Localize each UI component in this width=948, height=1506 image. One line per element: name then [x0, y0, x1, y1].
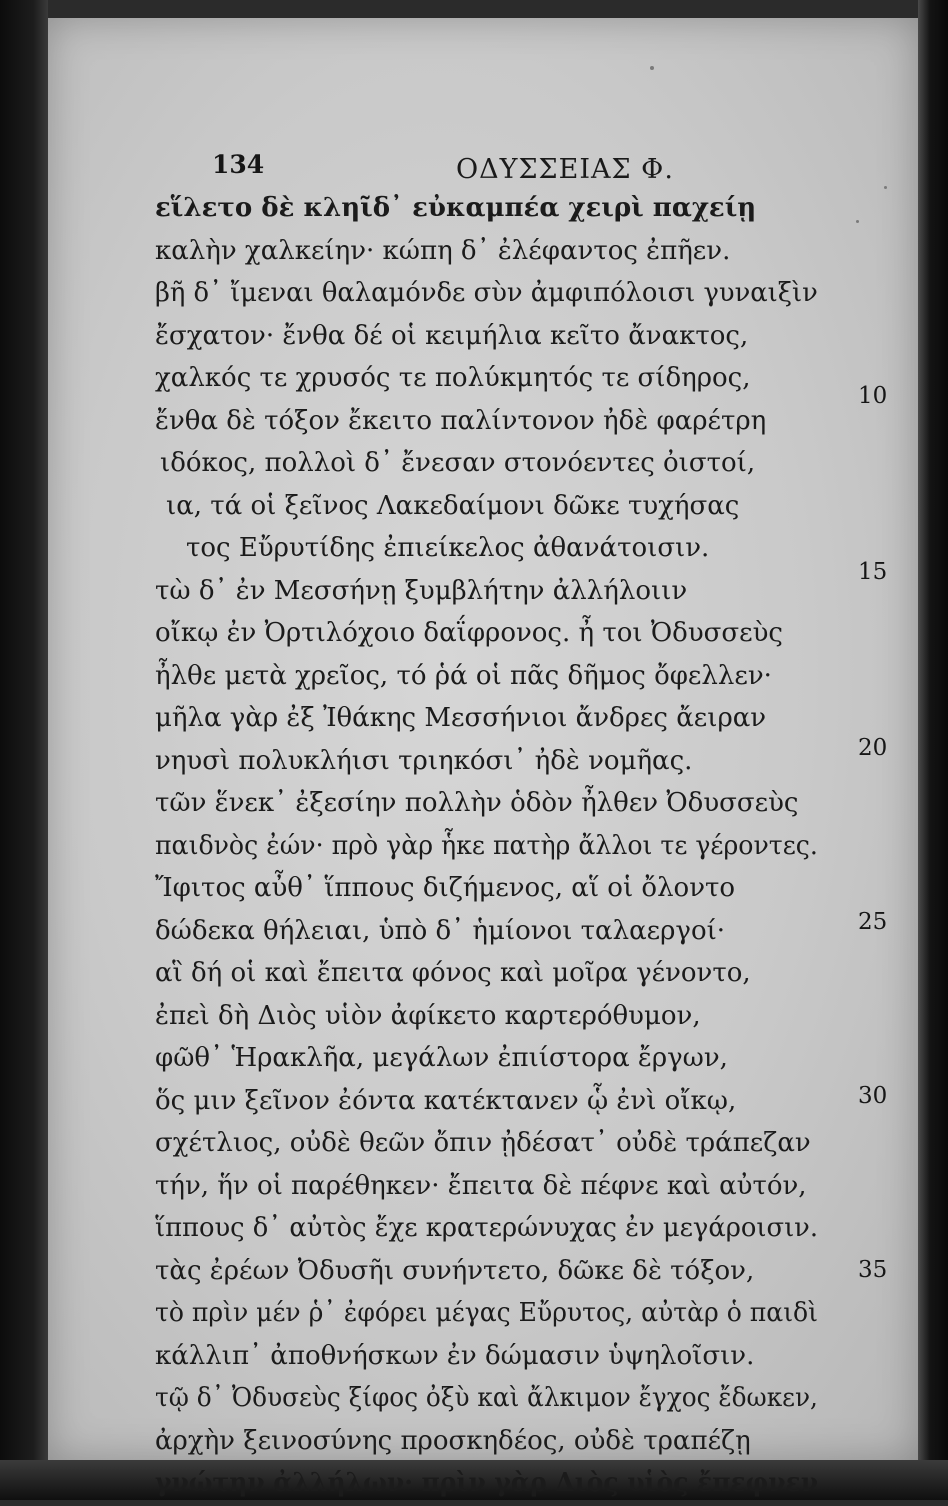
- verse-line: τῶν ἕνεκ᾽ ἐξεσίην πολλὴν ὁδὸν ἦλθεν Ὀδυσσεὺς: [155, 788, 799, 818]
- verse-line: ὅς μιν ξεῖνον ἐόντα κατέκτανεν ᾧ ἐνὶ οἴκῳ,: [155, 1085, 737, 1116]
- paper-speck: [650, 66, 654, 70]
- verse-line: τὰς ἐρέων Ὀδυσῆι συνήντετο, δῶκε δὲ τόξον,: [155, 1255, 755, 1286]
- verse-line: ἔσχατον· ἔνθα δέ οἱ κειμήλια κεῖτο ἄνακτος,: [155, 320, 749, 351]
- verse-line: φῶθ᾽ Ἡρακλῆα, μεγάλων ἐπιίστορα ἔργων,: [155, 1043, 728, 1073]
- line-number: 15: [858, 559, 888, 585]
- verse-line: γνώτην ἀλλήλων· πρὶν γὰρ Διὸς υἱὸς ἔπεφνεν: [155, 1468, 818, 1498]
- verse-line: τὸ πρὶν μέν ῥ᾽ ἐφόρει μέγας Εὔρυτος, αὐτὰρ ὁ παιδὶ: [155, 1298, 818, 1328]
- running-head: ΟΔΥΣΣΕΙΑΣ Φ.: [456, 154, 674, 185]
- verse-line: παιδνὸς ἐών· πρὸ γὰρ ἧκε πατὴρ ἄλλοι τε γέροντες.: [155, 830, 818, 861]
- verse-line: ια, τά οἱ ξεῖνος Λακεδαίμονι δῶκε τυχήσας: [166, 490, 740, 521]
- verse-line: τος Εὔρυτίδης ἐπιείκελος ἀθανάτοισιν.: [186, 533, 710, 563]
- verse-line: μῆλα γὰρ ἐξ Ἰθάκης Μεσσήνιοι ἄνδρες ἄειραν: [155, 703, 767, 733]
- page-number: 134: [212, 150, 265, 179]
- verse-line: βῆ δ᾽ ἴμεναι θαλαμόνδε σὺν ἀμφιπόλοισι γυναιξὶν: [155, 278, 818, 308]
- verse-line: οἴκῳ ἐν Ὀρτιλόχοιο δαΐφρονος. ἦ τοι Ὀδυσσεὺς: [155, 618, 783, 648]
- verse-line: νηυσὶ πολυκλήισι τριηκόσι᾽ ἠδὲ νομῆας.: [155, 745, 693, 776]
- verse-line: ἔνθα δὲ τόξον ἔκειτο παλίντονον ἠδὲ φαρέτρη: [155, 405, 767, 436]
- verse-line: χαλκός τε χρυσός τε πολύκμητός τε σίδηρος,: [155, 363, 751, 393]
- paper-speck: [856, 220, 859, 223]
- verse-line: ἵππους δ᾽ αὐτὸς ἔχε κρατερώνυχας ἐν μεγάροισιν.: [155, 1213, 819, 1243]
- verse-line: ἦλθε μετὰ χρεῖος, τό ῥά οἱ πᾶς δῆμος ὄφελλεν·: [155, 660, 772, 691]
- verse-line: κάλλιπ᾽ ἀποθνήσκων ἐν δώμασιν ὑψηλοῖσιν.: [155, 1340, 755, 1371]
- verse-line: ιδόκος, πολλοὶ δ᾽ ἔνεσαν στονόεντες ὀιστοί,: [160, 448, 756, 478]
- verse-line: σχέτλιος, οὐδὲ θεῶν ὄπιν ᾐδέσατ᾽ οὐδὲ τράπεζαν: [155, 1128, 811, 1158]
- line-number: 20: [858, 735, 888, 761]
- line-number: 25: [858, 909, 888, 935]
- verse-text: [48, 18, 918, 1498]
- scan-border-right: [918, 0, 948, 1500]
- line-number: 35: [858, 1257, 888, 1283]
- scan-border-left: [0, 0, 48, 1500]
- verse-line: τὼ δ᾽ ἐν Μεσσήνῃ ξυμβλήτην ἀλλήλοιιν: [155, 575, 688, 606]
- verse-line: δώδεκα θήλειαι, ὑπὸ δ᾽ ἡμίονοι ταλαεργοί·: [155, 915, 726, 946]
- verse-line: τήν, ἥν οἱ παρέθηκεν· ἔπειτα δὲ πέφνε καὶ αὐτόν,: [155, 1170, 807, 1201]
- verse-line: εἵλετο δὲ κληῖδ᾽ εὐκαμπέα χειρὶ παχείῃ: [155, 193, 757, 223]
- verse-line: αἳ δή οἱ καὶ ἔπειτα φόνος καὶ μοῖρα γένοντο,: [155, 958, 751, 988]
- paper-speck: [884, 186, 887, 189]
- book-page: [48, 18, 918, 1498]
- verse-line: ἐπεὶ δὴ Διὸς υἱὸν ἀφίκετο καρτερόθυμον,: [155, 1000, 701, 1031]
- line-number: 30: [858, 1083, 888, 1109]
- verse-line: τῷ δ᾽ Ὀδυσεὺς ξίφος ὀξὺ καὶ ἄλκιμον ἔγχος ἔδωκεν,: [155, 1383, 818, 1413]
- verse-line: Ἴφιτος αὖθ᾽ ἵππους διζήμενος, αἵ οἱ ὄλοντο: [155, 873, 736, 903]
- verse-line: καλὴν χαλκείην· κώπη δ᾽ ἐλέφαντος ἐπῆεν.: [155, 235, 731, 266]
- line-number: 10: [858, 383, 888, 409]
- verse-line: ἀρχὴν ξεινοσύνης προσκηδέος, οὐδὲ τραπέζῃ: [155, 1425, 751, 1456]
